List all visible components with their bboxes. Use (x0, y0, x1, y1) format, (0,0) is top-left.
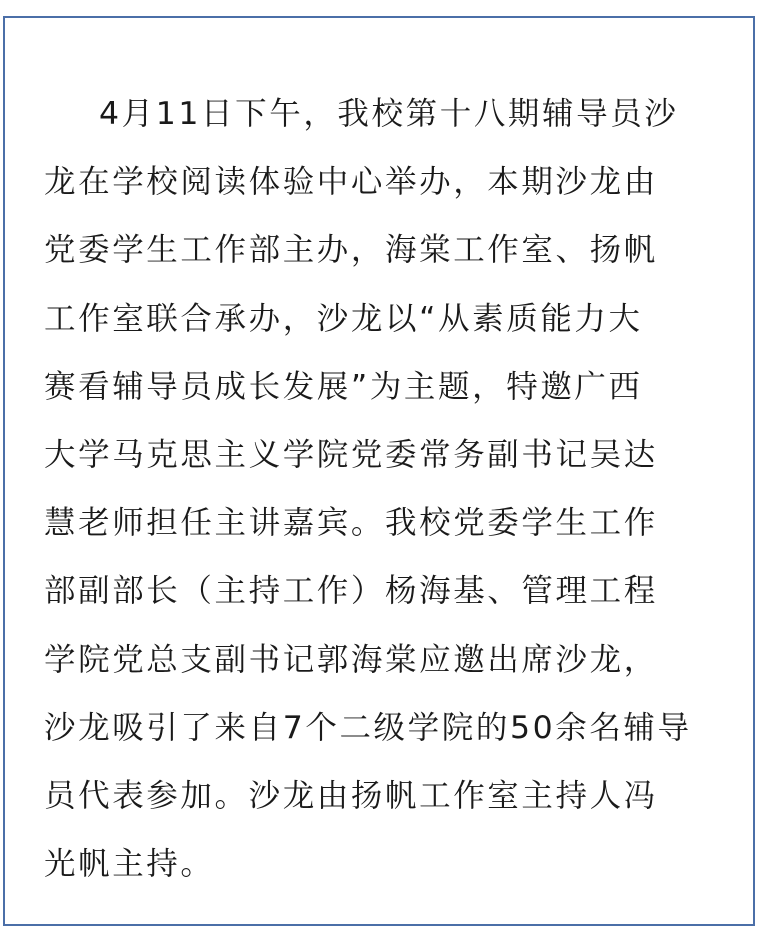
paragraph-line: 4月11日下午，我校第十八期辅导员沙 (99, 96, 679, 132)
paragraph-line: 党委学生工作部主办，海棠工作室、扬帆 (44, 232, 658, 269)
article-paragraph (44, 80, 724, 898)
paragraph-line: 工作室联合承办，沙龙以“从素质能力大 (44, 300, 643, 337)
paragraph-line: 学院党总支副书记郭海棠应邀出席沙龙， (44, 641, 658, 678)
paragraph-line: 沙龙吸引了来自7个二级学院的50余名辅导 (44, 709, 692, 746)
paragraph-line: 慧老师担任主讲嘉宾。我校党委学生工作 (44, 505, 658, 542)
paragraph-line: 大学马克思主义学院党委常务副书记吴达 (44, 436, 658, 473)
paragraph-line: 龙在学校阅读体验中心举办，本期沙龙由 (44, 164, 658, 201)
paragraph-line: 部副部长（主持工作）杨海基、管理工程 (44, 573, 658, 610)
paragraph-line: 赛看辅导员成长发展”为主题，特邀广西 (44, 368, 643, 405)
paragraph-line: 员代表参加。沙龙由扬帆工作室主持人冯 (44, 777, 658, 814)
paragraph-line: 光帆主持。 (44, 846, 215, 883)
